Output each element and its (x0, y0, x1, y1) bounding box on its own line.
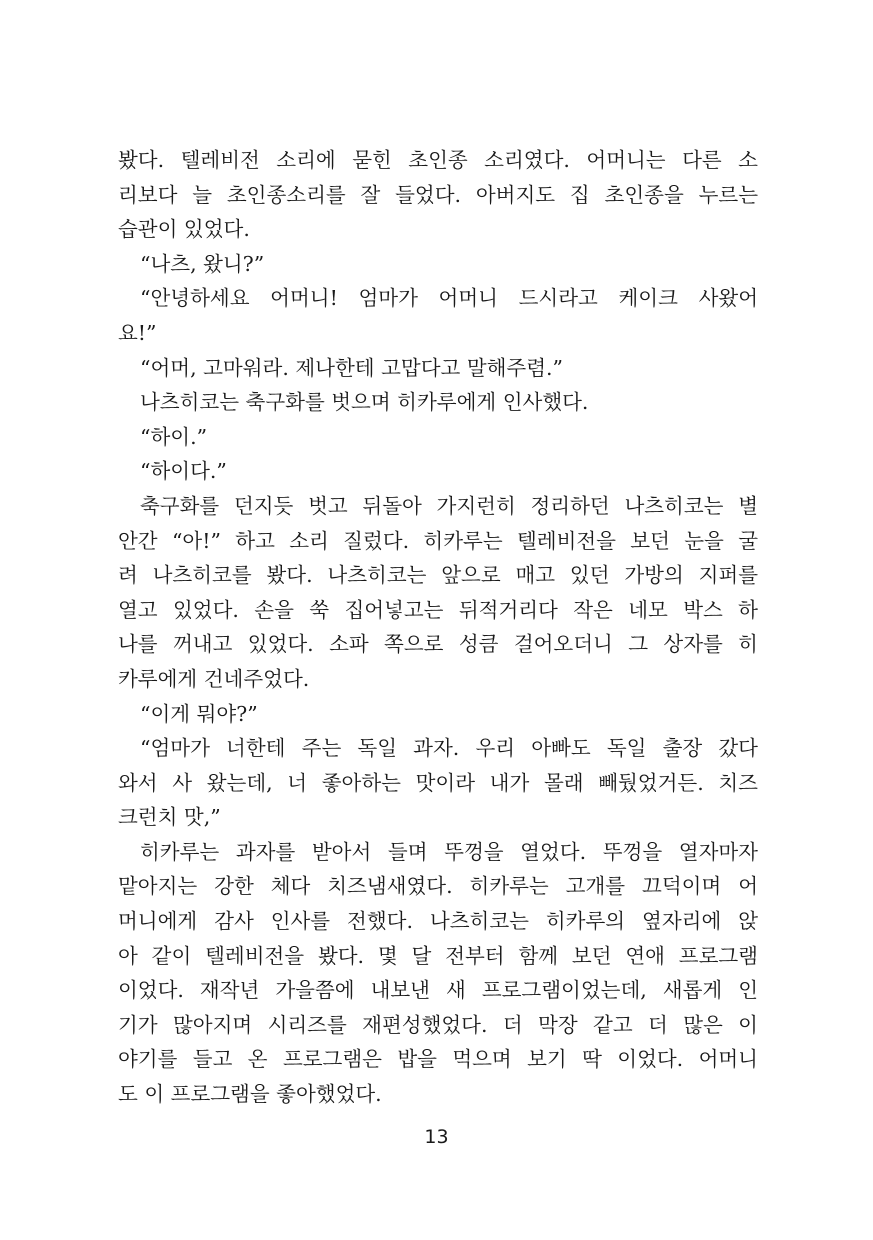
paragraph (118, 835, 758, 1112)
paragraph (118, 697, 758, 732)
text-line: 려 나츠히코를 봤다. 나츠히코는 앞으로 매고 있던 가방의 지퍼를 (118, 563, 758, 588)
text-line: “하이다.” (140, 459, 227, 484)
text-line: 맡아지는 강한 체다 치즈냄새였다. 히카루는 고개를 끄덕이며 어 (118, 874, 758, 899)
paragraph (118, 489, 758, 697)
paragraph (118, 385, 758, 420)
text-line: 기가 많아지며 시리즈를 재편성했었다. 더 막장 같고 더 많은 이 (118, 1012, 758, 1037)
text-line: “어머, 고마워라. 제나한테 고맙다고 말해주렴.” (140, 355, 564, 380)
text-line: 열고 있었다. 손을 쑥 집어넣고는 뒤적거리다 작은 네모 박스 하 (118, 597, 758, 622)
text-line: “나츠, 왔니?” (140, 251, 265, 276)
text-line: 나츠히코는 축구화를 벗으며 히카루에게 인사했다. (140, 390, 589, 415)
paragraph (118, 143, 758, 247)
paragraph (118, 420, 758, 455)
text-line: 도 이 프로그램을 좋아했었다. (118, 1082, 382, 1107)
text-line: 와서 사 왔는데, 너 좋아하는 맛이라 내가 몰래 빼뒀었거든. 치즈 (118, 770, 758, 795)
page-number: 13 (424, 1126, 449, 1148)
paragraph (118, 247, 758, 282)
text-line: 야기를 들고 온 프로그램은 밥을 먹으며 보기 딱 이었다. 어머니 (118, 1047, 758, 1072)
text-line: 이었다. 재작년 가을쯤에 내보낸 새 프로그램이었는데, 새롭게 인 (118, 978, 758, 1003)
text-line: 머니에게 감사 인사를 전했다. 나츠히코는 히카루의 옆자리에 앉 (118, 909, 758, 934)
text-line: “엄마가 너한테 주는 독일 과자. 우리 아빠도 독일 출장 갔다 (140, 736, 758, 761)
text-line: 습관이 있었다. (118, 217, 250, 242)
text-line: 카루에게 건네주었다. (118, 666, 310, 691)
text-line: 크런치 맛,” (118, 805, 221, 830)
text-line: “안녕하세요 어머니! 엄마가 어머니 드시라고 케이크 사왔어 (140, 286, 758, 311)
text-line: 나를 꺼내고 있었다. 소파 쪽으로 성큼 걸어오더니 그 상자를 히 (118, 632, 758, 657)
page-body (118, 143, 758, 1112)
paragraph (118, 351, 758, 386)
text-line: “이게 뭐야?” (140, 701, 258, 726)
text-line: 봤다. 텔레비전 소리에 묻힌 초인종 소리였다. 어머니는 다른 소 (118, 148, 758, 172)
text-line: 리보다 늘 초인종소리를 잘 들었다. 아버지도 집 초인종을 누르는 (118, 182, 758, 207)
text-line: “하이.” (140, 424, 208, 449)
paragraph (118, 281, 758, 350)
text-line: 축구화를 던지듯 벗고 뒤돌아 가지런히 정리하던 나츠히코는 별 (140, 493, 758, 518)
text-line: 아 같이 텔레비전을 봤다. 몇 달 전부터 함께 보던 연애 프로그램 (118, 943, 758, 968)
text-line: 히카루는 과자를 받아서 들며 뚜껑을 열었다. 뚜껑을 열자마자 (140, 839, 758, 864)
paragraph (118, 731, 758, 835)
text-line: 안간 “아!” 하고 소리 질렀다. 히카루는 텔레비전을 보던 눈을 굴 (118, 528, 758, 553)
paragraph (118, 454, 758, 489)
text-line: 요!” (118, 320, 157, 345)
